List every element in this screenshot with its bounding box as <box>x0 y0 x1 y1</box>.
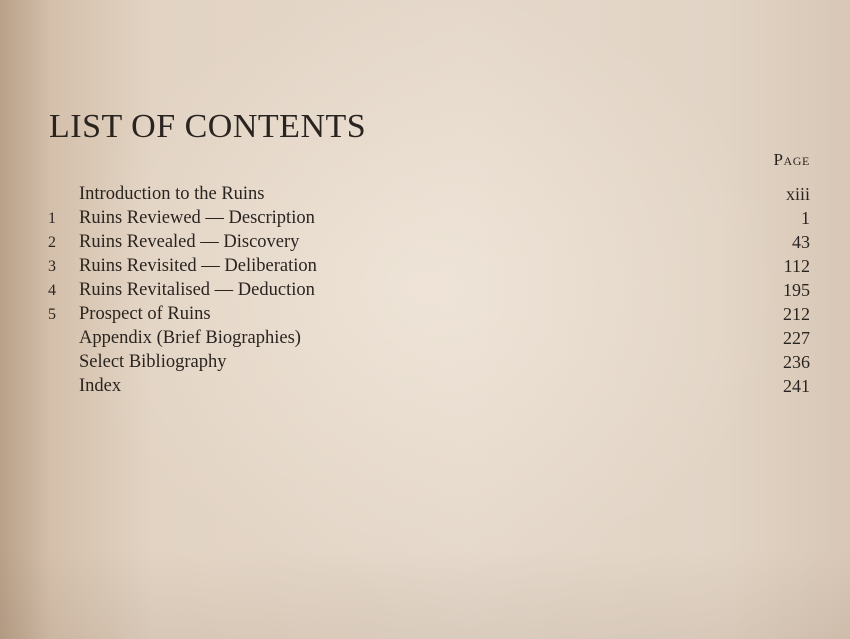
entry-title: Ruins Revisited — Deliberation <box>79 256 317 276</box>
chapter-number: 2 <box>48 234 56 251</box>
page-number: 195 <box>783 280 810 300</box>
toc-entry <box>44 254 812 278</box>
chapter-number: 4 <box>48 282 56 299</box>
entry-title: Prospect of Ruins <box>79 304 211 324</box>
toc-entry <box>44 182 812 206</box>
chapter-number: 1 <box>48 210 56 227</box>
toc-entry <box>44 206 812 230</box>
entry-title: Introduction to the Ruins <box>79 184 265 204</box>
entry-title: Ruins Revealed — Discovery <box>79 232 300 252</box>
page-number: 227 <box>783 328 810 348</box>
toc-entry <box>44 230 812 254</box>
page-column-heading: Page <box>773 150 810 169</box>
entry-title: Ruins Reviewed — Description <box>79 208 315 228</box>
page-number: 43 <box>792 232 810 252</box>
page-title: LIST OF CONTENTS <box>49 108 367 145</box>
page-number: xiii <box>785 184 810 204</box>
page-shadow <box>0 549 850 639</box>
page-number: 112 <box>783 256 810 276</box>
toc-entry <box>44 326 812 350</box>
chapter-number: 5 <box>48 306 56 323</box>
page-number: 212 <box>783 304 810 324</box>
chapter-number: 3 <box>48 258 56 275</box>
toc-entry <box>44 374 812 398</box>
page-number: 241 <box>783 376 810 396</box>
entry-title: Index <box>79 376 122 396</box>
table-of-contents <box>44 182 812 398</box>
toc-entry <box>44 278 812 302</box>
toc-entry <box>44 350 812 374</box>
entry-title: Ruins Revitalised — Deduction <box>79 280 315 300</box>
page-number: 236 <box>783 352 810 372</box>
toc-entry <box>44 302 812 326</box>
entry-title: Appendix (Brief Biographies) <box>79 328 301 348</box>
page-number: 1 <box>801 208 810 228</box>
entry-title: Select Bibliography <box>79 352 227 372</box>
